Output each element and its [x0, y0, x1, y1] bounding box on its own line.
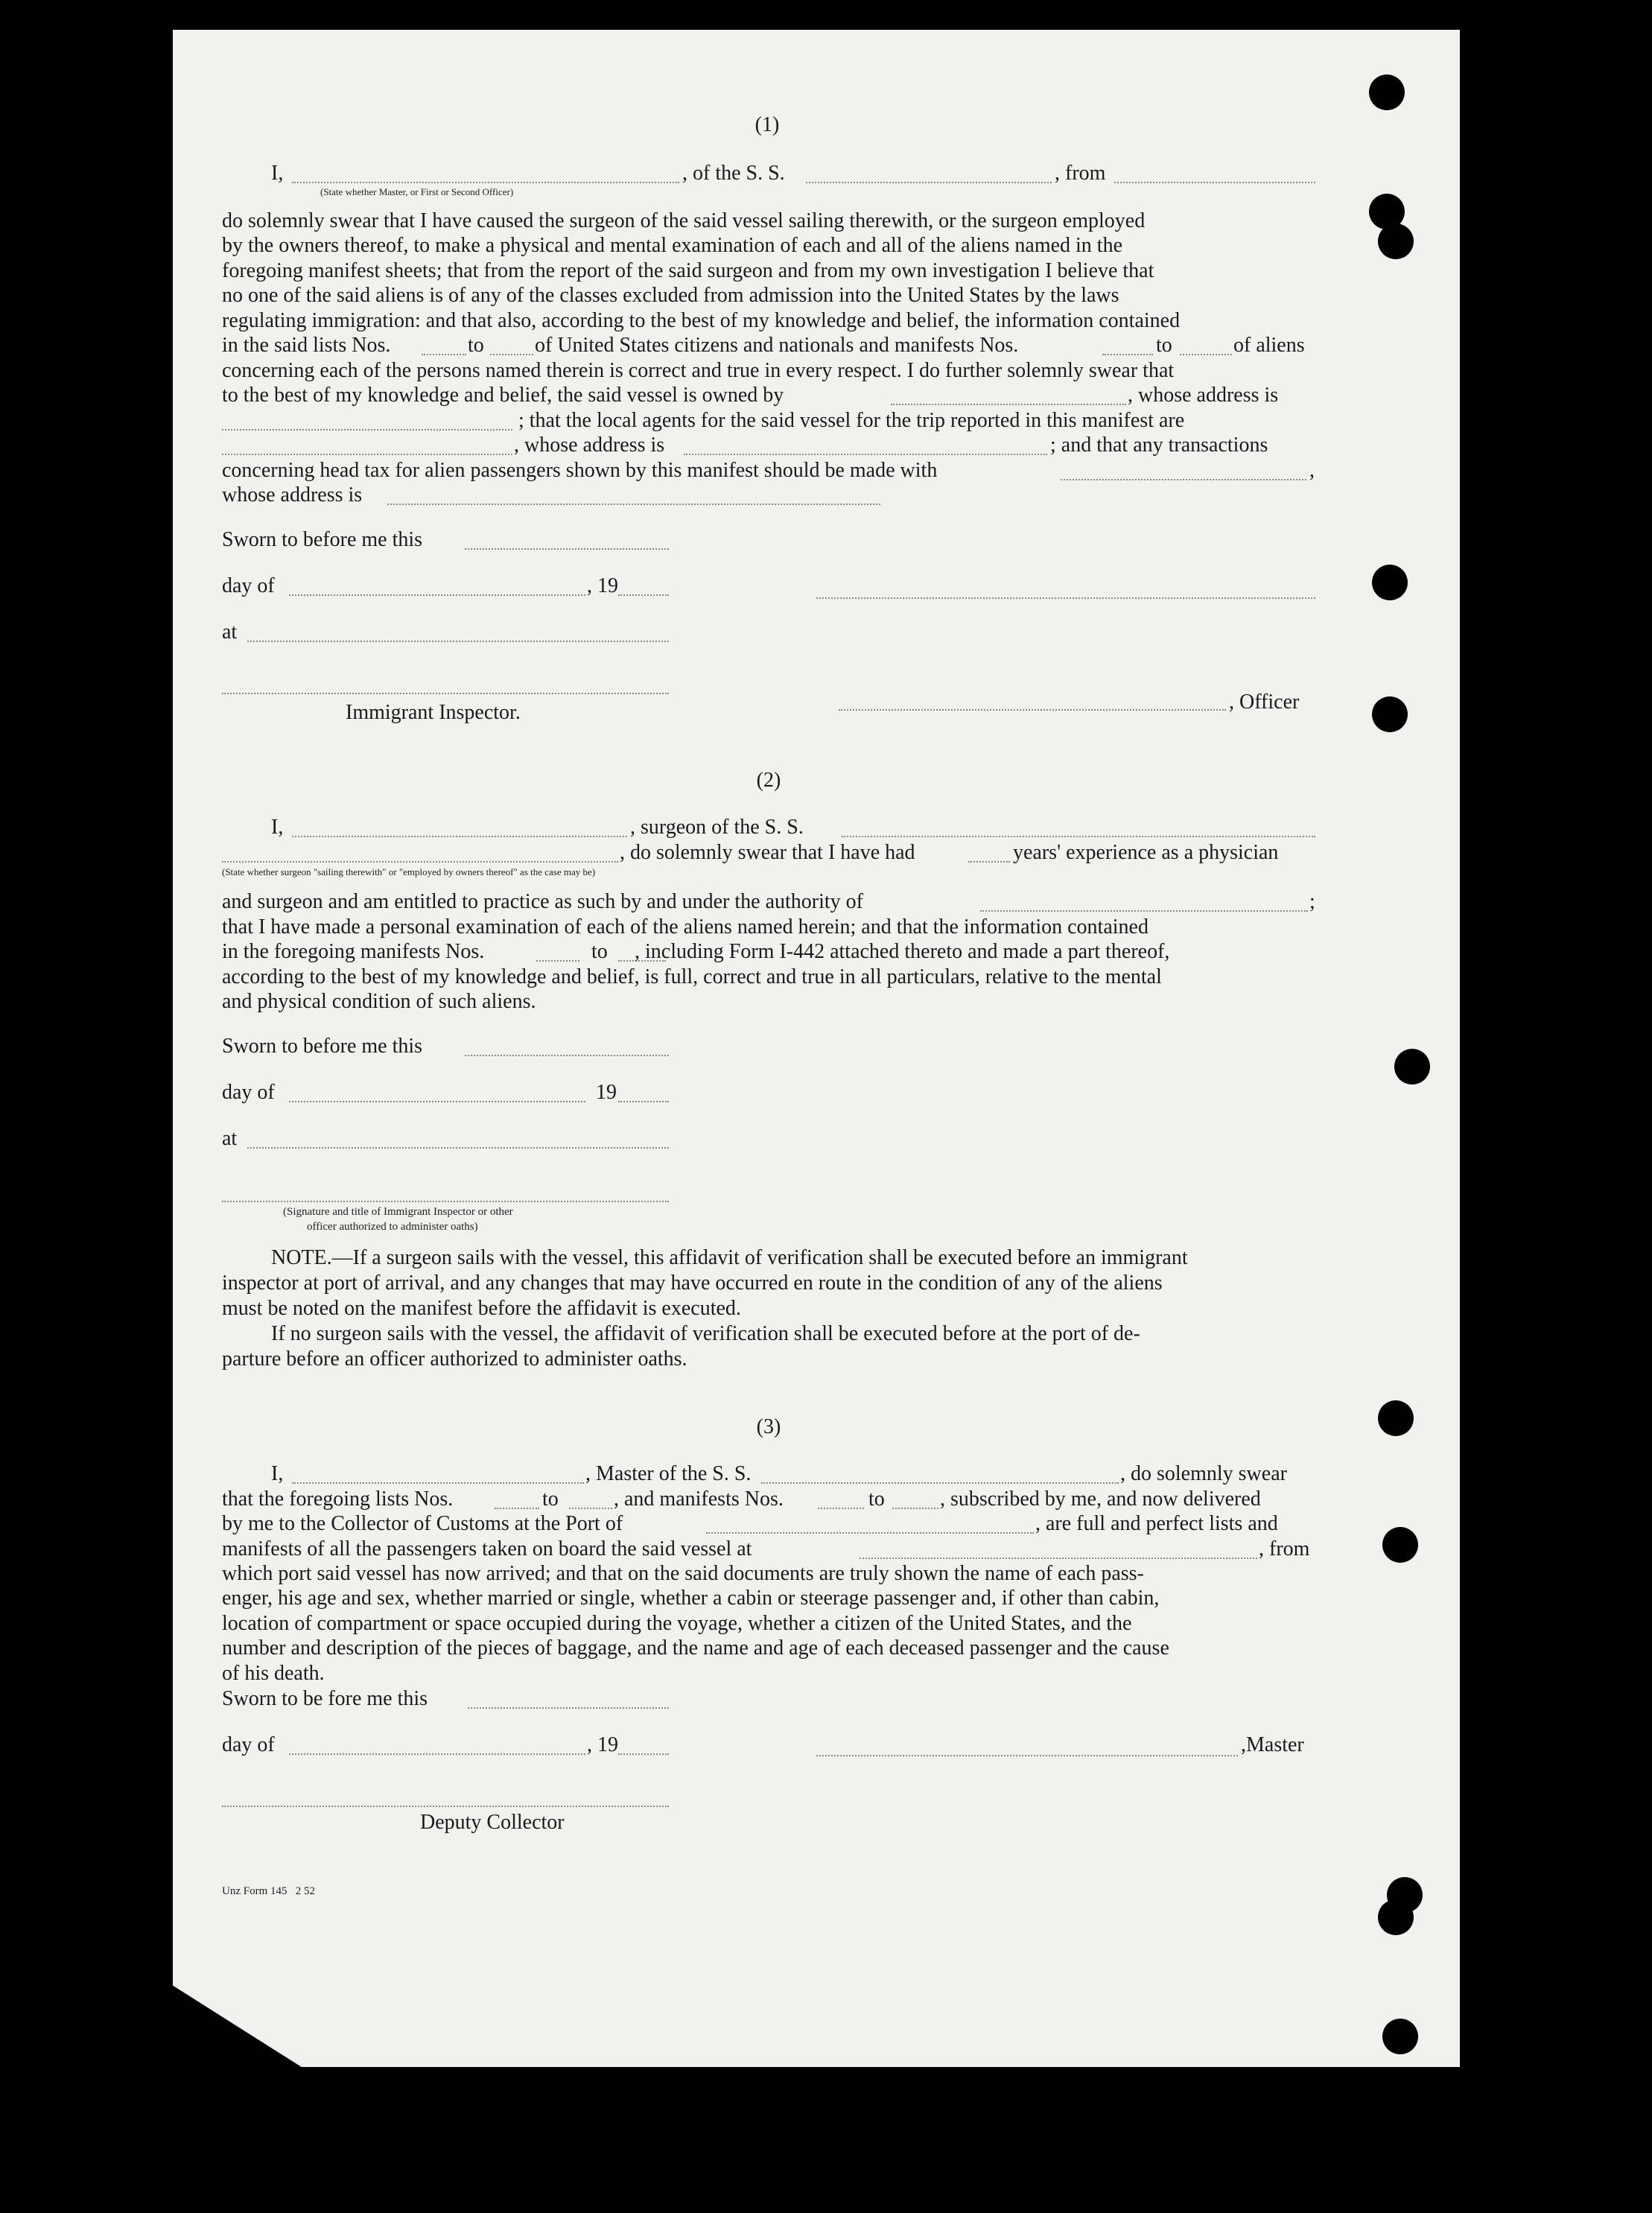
s2-swear: , do solemnly swear that I have had: [620, 841, 915, 864]
s1-officer: , Officer: [1229, 690, 1300, 714]
form-number: Unz Form 145 2 52: [222, 1885, 315, 1897]
s3-manifests-to-blank: [892, 1508, 938, 1509]
note-line: parture before an officer authorized to administer oaths.: [222, 1347, 687, 1371]
s1-l10b: ; and that any transactions: [1050, 434, 1268, 457]
officer-note: (State whether Master, or First or Second Officer): [320, 186, 514, 197]
agents-blank: [222, 454, 512, 455]
s3-l2b: to: [542, 1487, 559, 1511]
s1-signature-blank: [816, 597, 1315, 599]
years-blank: [968, 861, 1010, 863]
s3-body-line: number and description of the pieces of baggage, and the name and age of each deceased passenger and the cause: [222, 1636, 1169, 1660]
s1-from: , from: [1055, 162, 1106, 185]
s1-l6b: to: [468, 334, 484, 357]
binder-hole: [1394, 1049, 1430, 1085]
s2-day-blank: [289, 1101, 585, 1102]
from-port-blank: [1114, 182, 1315, 183]
s3-l2c: , and manifests Nos.: [614, 1487, 784, 1511]
s1-day-blank: [289, 594, 585, 596]
s1-at: at: [222, 620, 238, 644]
binder-hole: [1369, 74, 1405, 110]
binder-hole: [1382, 2019, 1418, 2054]
s3-master-of: , Master of the S. S.: [585, 1462, 752, 1485]
s2-sig-note-1: (Signature and title of Immigrant Inspector or other: [283, 1206, 513, 1218]
note-line: If no surgeon sails with the vessel, the affidavit of verification shall be executed before at the port of de-: [271, 1322, 1140, 1345]
s3-master: ,Master: [1241, 1733, 1304, 1756]
s1-inspector-blank: [222, 693, 669, 694]
s3-swear: , do solemnly swear: [1120, 1462, 1287, 1485]
note-line: NOTE.—If a surgeon sails with the vessel, this affidavit of verification shall be executed before an immigrant: [271, 1246, 1188, 1269]
s1-l8a: to the best of my knowledge and belief, the said vessel is owned by: [222, 384, 784, 407]
s3-l3b: , are full and perfect lists and: [1035, 1512, 1278, 1535]
s1-l6c: of United States citizens and nationals and manifests Nos.: [535, 334, 1019, 357]
note-line: must be noted on the manifest before the affidavit is executed.: [222, 1297, 741, 1320]
s2-sworn-blank: [465, 1055, 669, 1056]
s1-day-of: day of: [222, 574, 275, 597]
s2-l5c: , including Form I-442 attached thereto and made a part thereof,: [635, 940, 1170, 963]
s2-l4: that I have made a personal examination of each of the aliens named herein; and that the information contained: [222, 915, 1149, 939]
binder-hole: [1372, 565, 1408, 600]
s3-body-line: which port said vessel has now arrived; and that on the said documents are truly shown the name of each pass-: [222, 1562, 1144, 1585]
binder-hole: [1378, 1899, 1414, 1935]
s3-manifests-from-blank: [818, 1508, 864, 1509]
head-tax-address-blank: [387, 504, 880, 505]
surgeon-name-blank: [292, 836, 627, 837]
manifests-from-blank: [1102, 354, 1153, 355]
s3-collector: Deputy Collector: [420, 1811, 565, 1834]
s3-lists-to-blank: [569, 1508, 612, 1509]
s2-sworn: Sworn to before me this: [222, 1035, 423, 1058]
s3-l4a: manifests of all the passengers taken on board the said vessel at: [222, 1537, 752, 1560]
s2-l3b: ;: [1309, 890, 1315, 913]
s1-body-line: do solemnly swear that I have caused the surgeon of the said vessel sailing therewith, or the surgeon employed: [222, 209, 1146, 232]
s3-i: I,: [271, 1462, 284, 1485]
s1-l12: whose address is: [222, 483, 363, 507]
master-name-blank: [292, 1482, 584, 1484]
binder-hole: [1372, 696, 1408, 732]
manifests-to-blank: [1180, 354, 1232, 355]
section-3-heading: (3): [756, 1415, 781, 1438]
s1-body-line: foregoing manifest sheets; that from the report of the said surgeon and from my own investigation I believe that: [222, 258, 1154, 282]
s1-body-line: regulating immigration: and that also, according to the best of my knowledge and belief, the information contained: [222, 308, 1181, 332]
s2-at: at: [222, 1127, 238, 1150]
surgeon-type-blank: [222, 861, 618, 863]
surgeon-note: (State whether surgeon "sailing therewith" or "employed by owners thereof" as the case may be): [222, 866, 596, 877]
s3-sworn: Sworn to be fore me this: [222, 1687, 428, 1710]
s3-l2d: to: [868, 1487, 885, 1511]
owner-blank: [891, 404, 1126, 405]
s3-day-blank: [289, 1753, 585, 1755]
s1-officer-blank: [839, 709, 1226, 711]
port-blank: [706, 1532, 1034, 1534]
s1-at-blank: [247, 641, 669, 642]
s1-l6e: of aliens: [1233, 334, 1305, 357]
s2-l5a: in the foregoing manifests Nos.: [222, 940, 485, 963]
s1-l10a: , whose address is: [514, 434, 665, 457]
lists-to-blank: [490, 354, 533, 355]
s1-year-blank: [618, 594, 669, 596]
s1-l6d: to: [1156, 334, 1172, 357]
s3-body-line: of his death.: [222, 1661, 325, 1685]
s3-lists-from-blank: [495, 1508, 539, 1509]
s3-body: [222, 1561, 1317, 1686]
s3-ship-blank: [761, 1482, 1119, 1484]
s1-body-line: no one of the said aliens is of any of the classes excluded from admission into the United States by the laws: [222, 284, 1119, 308]
officer-name-blank: [292, 182, 679, 183]
s3-l2a: that the foregoing lists Nos.: [222, 1487, 454, 1511]
note-line: inspector at port of arrival, and any changes that may have occurred en route in the condition of any of the aliens: [222, 1271, 1163, 1295]
s1-sworn: Sworn to before me this: [222, 528, 423, 551]
s1-i: I,: [271, 162, 284, 185]
s1-l6a: in the said lists Nos.: [222, 334, 391, 357]
s3-l3a: by me to the Collector of Customs at the Port of: [222, 1512, 623, 1535]
s3-body-line: location of compartment or space occupied during the voyage, whether a citizen of the United States, and the: [222, 1611, 1132, 1635]
section-2-heading: (2): [756, 769, 781, 792]
s2-year-blank: [618, 1101, 669, 1102]
master-signature-blank: [816, 1755, 1238, 1756]
authority-blank: [980, 910, 1308, 912]
agents-address-blank: [684, 454, 1047, 455]
s1-l9: ; that the local agents for the said vessel for the trip reported in this manifest are: [518, 409, 1185, 432]
s2-l5b: to: [591, 940, 608, 963]
s1-body: [222, 209, 1317, 333]
s2-19: 19: [596, 1081, 617, 1104]
s1-l7: concerning each of the persons named therein is correct and true in every respect. I do further solemnly swear that: [222, 359, 1175, 382]
s2-manifest-from-blank: [536, 960, 579, 962]
binder-hole: [1382, 1527, 1418, 1563]
s2-l3a: and surgeon and am entitled to practice as such by and under the authority of: [222, 890, 863, 913]
s2-ship-blank: [842, 836, 1315, 837]
boarding-port-blank: [860, 1558, 1257, 1559]
binder-hole: [1378, 223, 1414, 259]
lists-from-blank: [422, 354, 466, 355]
s1-of-ss: , of the S. S.: [682, 162, 785, 185]
s1-l11a: concerning head tax for alien passengers shown by this manifest should be made with: [222, 459, 938, 482]
s2-signature-blank: [222, 1201, 669, 1202]
collector-blank: [222, 1806, 669, 1807]
s3-year-blank: [618, 1753, 669, 1755]
s2-l7: and physical condition of such aliens.: [222, 990, 536, 1013]
s1-sworn-blank: [465, 548, 669, 550]
s3-l2e: , subscribed by me, and now delivered: [940, 1487, 1261, 1511]
s2-i: I,: [271, 816, 284, 839]
binder-hole: [1378, 1400, 1414, 1436]
s2-years: years' experience as a physician: [1013, 841, 1279, 864]
s3-19: , 19: [587, 1733, 618, 1756]
s1-19: , 19: [587, 574, 618, 597]
s3-l4b: , from: [1259, 1537, 1310, 1560]
s1-body-line: by the owners thereof, to make a physical and mental examination of each and all of the aliens named in the: [222, 234, 1123, 258]
s3-sworn-blank: [468, 1707, 669, 1709]
s1-inspector: Immigrant Inspector.: [346, 701, 521, 724]
ship-name-blank: [806, 182, 1052, 183]
s2-l6: according to the best of my knowledge and belief, is full, correct and true in all particulars, relative to the mental: [222, 965, 1162, 988]
s3-body-line: enger, his age and sex, whether married or single, whether a cabin or steerage passenger and, if other than cabin,: [222, 1587, 1160, 1610]
head-tax-blank: [1061, 479, 1306, 480]
s1-l8b: , whose address is: [1128, 384, 1279, 407]
owner-address-blank: [222, 429, 512, 431]
s2-at-blank: [247, 1147, 669, 1149]
section-1-heading: (1): [754, 113, 780, 136]
s2-sig-note-2: officer authorized to administer oaths): [307, 1221, 478, 1233]
s3-day-of: day of: [222, 1733, 275, 1756]
s1-l11b: ,: [1309, 459, 1315, 482]
s2-surgeon-of: , surgeon of the S. S.: [630, 816, 804, 839]
s2-day-of: day of: [222, 1081, 275, 1104]
